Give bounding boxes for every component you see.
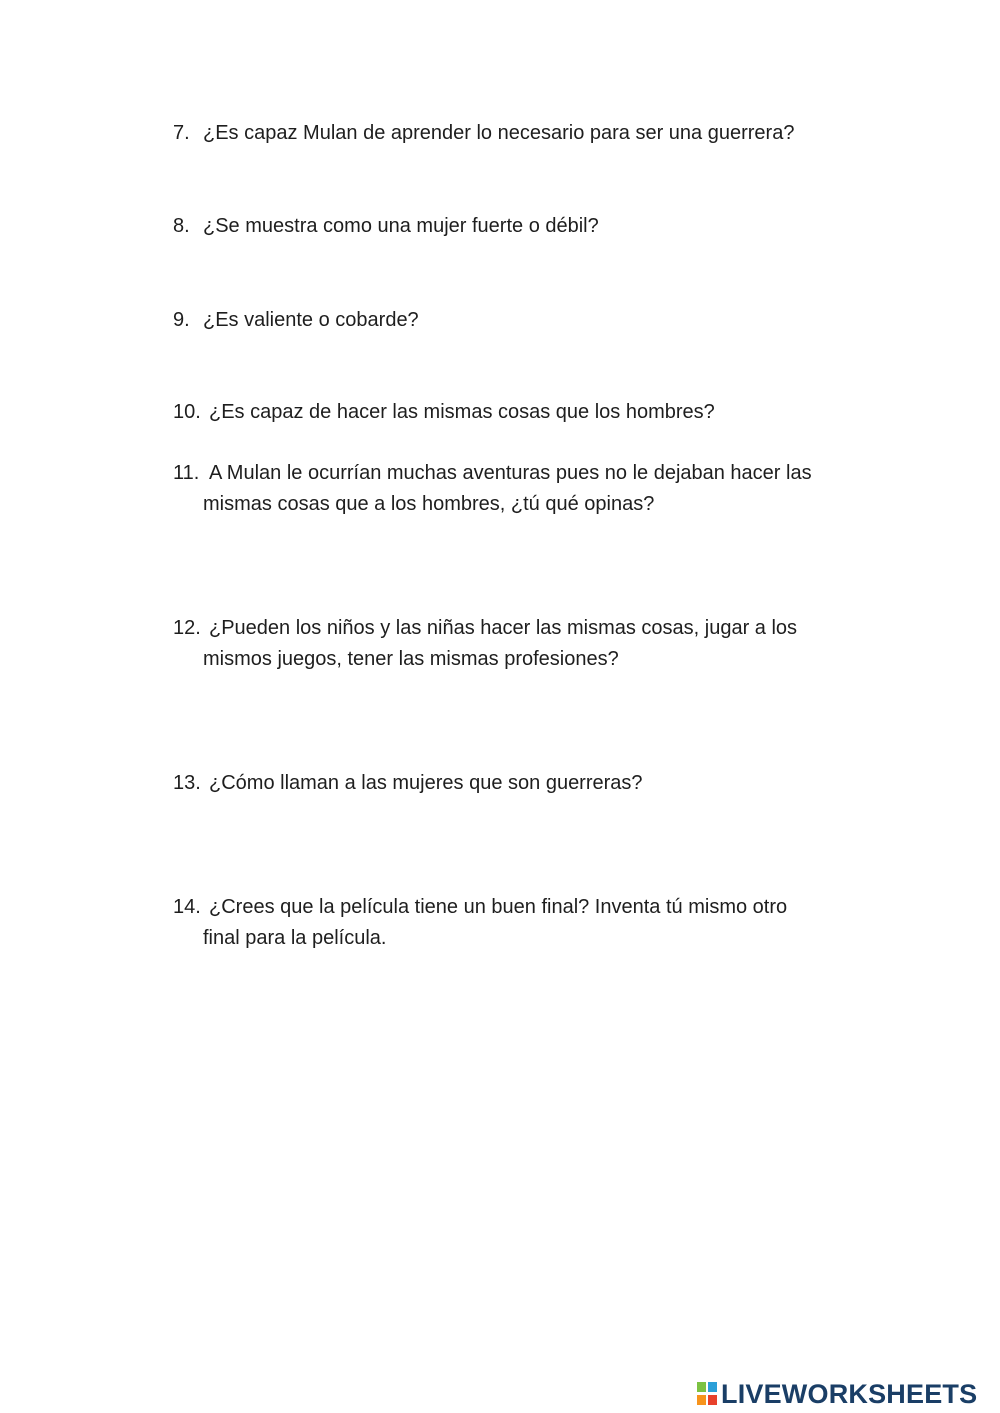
question-line: A Mulan le ocurrían muchas aventuras pues no le dejaban hacer las	[209, 462, 812, 484]
question-text	[203, 892, 873, 954]
question-line: ¿Se muestra como una mujer fuerte o débil?	[203, 215, 599, 237]
question-line: mismos juegos, tener las mismas profesiones?	[203, 648, 619, 670]
question-7	[173, 118, 873, 149]
question-line: ¿Cómo llaman a las mujeres que son guerreras?	[209, 772, 643, 794]
logo-square-blue	[708, 1382, 717, 1392]
question-line: mismas cosas que a los hombres, ¿tú qué opinas?	[203, 493, 655, 515]
logo-mark-icon	[697, 1379, 719, 1409]
question-number: 7.	[173, 122, 190, 144]
question-line: ¿Crees que la película tiene un buen final? Inventa tú mismo otro	[209, 896, 788, 918]
question-text	[203, 305, 873, 336]
question-line: final para la película.	[203, 927, 387, 949]
question-number: 10.	[173, 401, 201, 423]
question-text	[203, 613, 873, 675]
logo-square-orange	[697, 1395, 706, 1405]
question-number: 11.	[173, 462, 200, 484]
question-text	[209, 397, 873, 428]
logo-text: LIVEWORKSHEETS	[721, 1379, 978, 1409]
question-12	[173, 613, 873, 675]
logo-square-red	[708, 1395, 717, 1405]
question-number: 12.	[173, 617, 201, 639]
question-line: ¿Es capaz de hacer las mismas cosas que los hombres?	[209, 401, 715, 423]
question-number: 13.	[173, 772, 201, 794]
question-line: ¿Es capaz Mulan de aprender lo necesario para ser una guerrera?	[203, 122, 795, 144]
question-number: 9.	[173, 309, 190, 331]
question-14	[173, 892, 873, 954]
liveworksheets-logo	[697, 1378, 977, 1410]
logo-square-green	[697, 1382, 706, 1392]
question-13	[173, 768, 873, 799]
question-8	[173, 211, 873, 242]
question-10	[173, 397, 873, 428]
question-number: 14.	[173, 896, 201, 918]
question-text	[209, 768, 873, 799]
question-9	[173, 305, 873, 336]
question-11	[173, 458, 873, 520]
question-number: 8.	[173, 215, 190, 237]
question-text	[203, 118, 873, 149]
question-text	[203, 458, 873, 520]
question-text	[203, 211, 873, 242]
question-line: ¿Es valiente o cobarde?	[203, 309, 419, 331]
question-line: ¿Pueden los niños y las niñas hacer las mismas cosas, jugar a los	[209, 617, 798, 639]
